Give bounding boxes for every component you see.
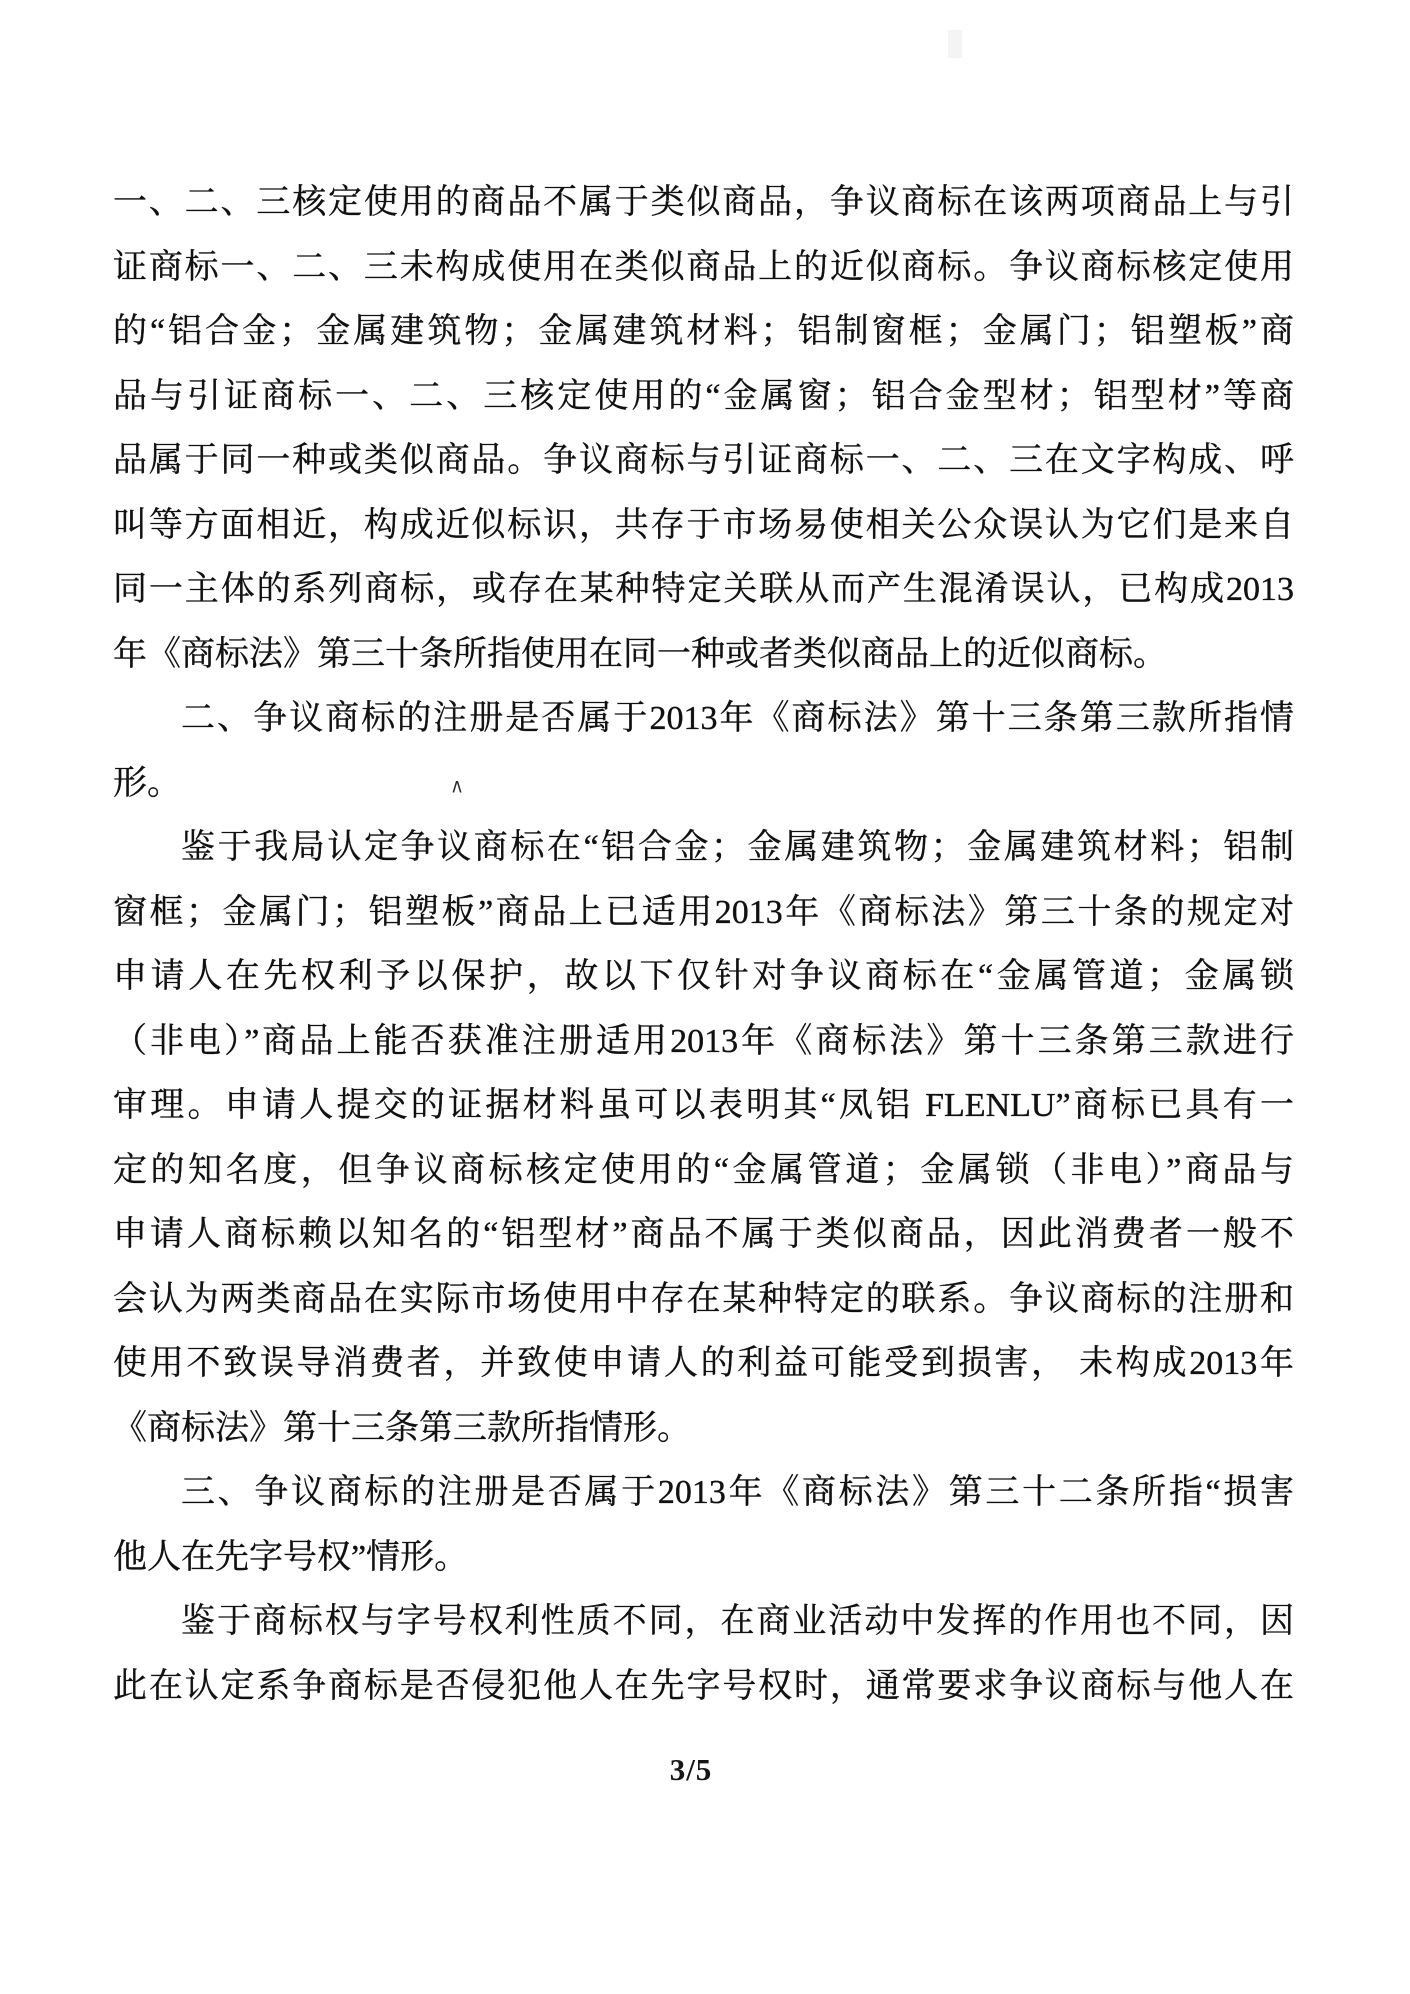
text-line: 一、二、三核定使用的商品不属于类似商品，争议商标在该两项商品上与引: [113, 184, 1294, 221]
text-line: 会认为两类商品在实际市场使用中存在某种特定的联系。争议商标的注册和: [113, 1280, 1294, 1318]
stray-ink-mark: ʌ: [452, 773, 463, 799]
text-line: 证商标一、二、三未构成使用在类似商品上的近似商标。争议商标核定使用: [113, 248, 1294, 286]
text-line: 三、争议商标的注册是否属于2013年《商标法》第三十二条所指“损害: [181, 1474, 1294, 1511]
text-line: 年《商标法》第三十条所指使用在同一种或者类似商品上的近似商标。: [113, 635, 1167, 673]
text-line: 《商标法》第十三条第三款所指情形。: [113, 1409, 691, 1447]
text-line: 的“铝合金；金属建筑物；金属建筑材料；铝制窗框；金属门；铝塑板”商: [113, 313, 1294, 350]
text-line: 审理。申请人提交的证据材料虽可以表明其“凤铝 FLENLU”商标已具有一: [113, 1087, 1294, 1124]
text-line: 形。: [113, 764, 181, 802]
text-line: 此在认定系争商标是否侵犯他人在先字号权时，通常要求争议商标与他人在: [113, 1667, 1294, 1705]
text-line: 品属于同一种或类似商品。争议商标与引证商标一、二、三在文字构成、呼: [113, 442, 1294, 479]
text-line: 申请人在先权利予以保护，故以下仅针对争议商标在“金属管道；金属锁: [113, 958, 1294, 995]
text-line: 定的知名度，但争议商标核定使用的“金属管道；金属锁（非电）”商品与: [113, 1151, 1294, 1189]
text-line: 叫等方面相近，构成近似标识，共存于市场易使相关公众误认为它们是来自: [113, 506, 1294, 544]
text-line: 鉴于商标权与字号权利性质不同，在商业活动中发挥的作用也不同，因: [181, 1603, 1294, 1640]
document-body-text: [113, 171, 1294, 1719]
text-line: 窗框；金属门；铝塑板”商品上已适用2013年《商标法》第三十条的规定对: [113, 893, 1294, 931]
text-line: 品与引证商标一、二、三核定使用的“金属窗；铝合金型材；铝型材”等商: [113, 377, 1294, 415]
page-number: 3/5: [669, 1752, 713, 1787]
scan-artifact: [948, 30, 962, 58]
text-line: 申请人商标赖以知名的“铝型材”商品不属于类似商品，因此消费者一般不: [113, 1216, 1294, 1253]
text-line: 二、争议商标的注册是否属于2013年《商标法》第十三条第三款所指情: [181, 700, 1294, 737]
text-line: 鉴于我局认定争议商标在“铝合金；金属建筑物；金属建筑材料；铝制: [181, 829, 1294, 866]
text-line: 同一主体的系列商标，或存在某种特定关联从而产生混淆误认，已构成2013: [113, 571, 1294, 608]
text-line: （非电）”商品上能否获准注册适用2013年《商标法》第十三条第三款进行: [113, 1022, 1294, 1060]
text-line: 使用不致误导消费者，并致使申请人的利益可能受到损害， 未构成2013年: [113, 1345, 1294, 1382]
text-line: 他人在先字号权”情形。: [113, 1538, 469, 1576]
